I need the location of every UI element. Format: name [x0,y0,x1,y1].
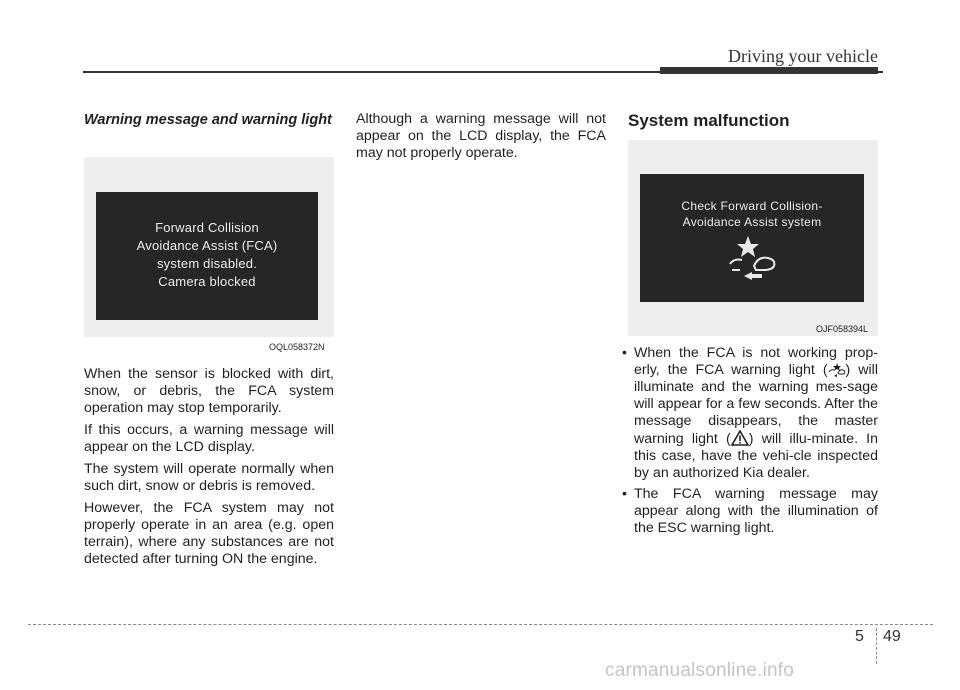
fca-warning-light-icon [828,363,846,377]
footer-rule [28,624,933,625]
paragraph: The system will operate normally when such dirt, snow or debris is removed. [84,461,334,494]
figure-fca-malfunction [628,140,878,336]
section-heading: System malfunction [628,111,790,130]
watermark-text: carmanualsonline.info [605,660,795,681]
lcd-display [640,174,864,302]
page-number: 49 [883,628,901,645]
lcd-line: system disabled. [156,256,258,271]
paragraph: When the sensor is blocked with dirt, snow, or debris, the FCA system operation may stop temporarily. [84,366,334,416]
bullet-list [620,345,878,541]
paragraph: Although a warning message will not appear on the LCD display, the FCA may not properly operate. [356,111,606,161]
chapter-number: 5 [855,628,864,645]
paragraph: If this occurs, a warning message will appear on the LCD display. [84,422,334,455]
bullet-marker: • [622,345,627,361]
middle-body-text [356,111,606,167]
figure-fca-camera-blocked [84,157,334,337]
lcd-line: Avoidance Assist (FCA) [136,238,278,253]
master-warning-triangle-icon [731,430,749,446]
fca-warning-icon [724,234,780,282]
running-header: Driving your vehicle [728,46,878,66]
lcd-line: Avoidance Assist system [682,215,822,229]
figure-code: OQL058372N [269,342,325,352]
lcd-line: Check Forward Collision- [681,199,823,213]
list-item [620,345,878,482]
figure-code: OJF058394L [816,324,869,334]
bullet-marker: • [622,486,627,502]
page-number-divider [876,628,877,664]
lcd-line: Forward Collision [155,220,259,235]
lcd-display [96,192,318,320]
section-subheading: Warning message and warning light [84,112,332,128]
paragraph: However, the FCA system may not properly operate in an area (e.g. open terrain), where any substances are not detected after turning ON the engine. [84,500,334,567]
list-item [620,486,878,537]
left-body-text [84,366,334,573]
bullet-text: ) will illuminate and the warning mes-sage will appear for a few seconds. After the message disappears, the master warning light ( [634,362,878,447]
bullet-text: The FCA warning message may appear along with the illumination of the ESC warning light. [634,486,878,536]
bullet-text: ) will illu-minate. In this case, have the vehi-cle inspected by an authorized Kia dealer. [634,431,878,481]
bullet-text: When the FCA is not working prop-erly, the FCA warning light ( [634,345,878,378]
lcd-line: Camera blocked [158,274,256,289]
header-rule-accent [660,67,878,74]
